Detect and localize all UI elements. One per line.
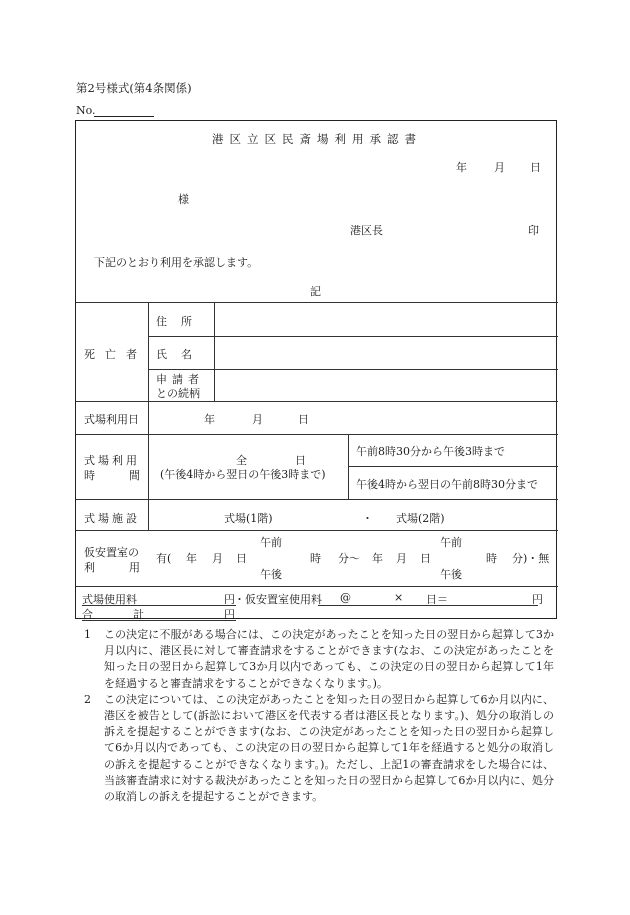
total-field[interactable] <box>82 606 236 621</box>
temp-room-am-start[interactable]: 午前 <box>260 536 282 549</box>
temp-room-pm-start[interactable]: 午後 <box>260 568 282 581</box>
use-date-day: 日 <box>298 413 309 426</box>
venue-fee-label: 式場使用料 <box>82 593 137 606</box>
note-2-text: この決定については、この決定があったことを知った日の翌日から起算して6か月以内に、港区を被告として(訴訟において港区を代表する者は港区長となります。)、処分の取消しの訴えを提起することができます(なお、この決定があったことを知った日の翌日から起算して6か月以内であっても、この決定の日の翌日から起算して1年を経過すると処分の取消しの訴えを提起することができなくなります。)。ただし、上記1の審査請求をした場合には、当該審査請求に対する裁決があったことを知った日の翌日から起算して6か月以内に、処分の取消しの訴えを提起することができます。 <box>104 692 554 804</box>
document-title: 港区立区民斎場利用承認書 <box>212 132 422 146</box>
issuer-seal: 印 <box>528 224 539 237</box>
relation-label-line1: 申請者 <box>156 373 204 386</box>
use-date-month: 月 <box>252 413 263 426</box>
temp-room-end-hour: 時 <box>486 552 497 565</box>
temp-room-fee-yen: 円 <box>532 593 543 606</box>
temp-room-end-day: 日 <box>420 552 431 565</box>
approval-statement: 下記のとおり利用を承認します。 <box>94 256 259 269</box>
temp-room-no[interactable]: 分)・無 <box>512 552 550 565</box>
total-label: 合計 <box>82 608 184 621</box>
note-1 <box>84 627 554 692</box>
temp-room-start-month: 月 <box>212 552 223 565</box>
serial-number-label: No. <box>76 104 96 117</box>
address-label: 住所 <box>156 315 206 328</box>
temp-room-label-line2: 利用 <box>84 561 140 574</box>
venue-fee-yen: 円 <box>224 593 235 606</box>
relation-field[interactable] <box>216 371 556 399</box>
note-2 <box>84 692 554 805</box>
hall-2-text: 式場(2階) <box>396 512 445 525</box>
note-2-number: 2 <box>84 692 91 706</box>
deceased-label: 死亡者 <box>84 348 147 361</box>
hall-2-option[interactable] <box>396 510 445 526</box>
facility-separator: ・ <box>362 512 373 525</box>
relation-label-line2: との続柄 <box>156 387 200 400</box>
unit-price-at: @ <box>340 591 351 604</box>
name-field[interactable] <box>216 338 556 367</box>
temp-room-start-hour: 時 <box>310 552 321 565</box>
use-time-label-line1: 式場利用 <box>84 454 140 467</box>
note-1-number: 1 <box>84 628 91 641</box>
use-time-label-line2: 時間 <box>84 469 140 482</box>
name-label: 氏名 <box>156 348 206 361</box>
morning-session-option[interactable]: 午前8時30分から午後3時まで <box>356 445 505 458</box>
hall-1-option[interactable] <box>224 510 273 526</box>
hall-1-text: 式場(1階) <box>224 512 273 525</box>
use-date-year: 年 <box>204 413 215 426</box>
issue-day: 日 <box>530 161 541 174</box>
temp-room-end-month: 月 <box>396 552 407 565</box>
temp-room-pm-end[interactable]: 午後 <box>440 568 462 581</box>
temp-room-start-day: 日 <box>236 552 247 565</box>
total-yen: 円 <box>224 608 235 621</box>
issuer-name: 港区長 <box>350 224 383 237</box>
facility-label: 式場施設 <box>84 512 140 525</box>
serial-number-field[interactable] <box>94 116 154 117</box>
ki-heading: 記 <box>310 285 321 298</box>
note-1-text: この決定に不服がある場合には、この決定があったことを知った日の翌日から起算して3か月以内に、港区長に対して審査請求をすることができます(なお、この決定があったことを知った日の翌日から起算して3か月以内であっても、この決定の日の翌日から起算して1年を経過すると審査請求をすることができなくなります。)。 <box>104 628 554 690</box>
all-day-hours-note: (午後4時から翌日の午後3時まで) <box>160 468 326 481</box>
temp-room-fee-label: ・仮安置室使用料 <box>234 593 322 606</box>
temp-room-label-line1: 仮安置室の <box>84 546 139 559</box>
issue-year: 年 <box>456 161 467 174</box>
temp-room-end-year: 年 <box>372 552 383 565</box>
appeal-notes <box>84 627 554 805</box>
venue-fee-field[interactable] <box>82 591 236 606</box>
temp-room-range: 分〜 <box>338 552 360 565</box>
temp-room-start-year: 年 <box>186 552 197 565</box>
temp-room-yes[interactable]: 有( <box>156 552 172 565</box>
all-day-option[interactable]: 全日 <box>236 454 354 467</box>
form-number: 第2号様式(第4条関係) <box>76 81 192 95</box>
multiply-sign: × <box>394 591 404 604</box>
issue-month: 月 <box>494 161 505 174</box>
temp-room-am-end[interactable]: 午前 <box>440 536 462 549</box>
overnight-session-option[interactable]: 午後4時から翌日の午前8時30分まで <box>356 478 538 491</box>
approval-form-frame <box>75 120 557 619</box>
recipient-honorific: 様 <box>178 193 189 206</box>
address-field[interactable] <box>216 304 556 334</box>
days-equals: 日＝ <box>426 593 448 606</box>
use-date-label: 式場利用日 <box>84 413 139 426</box>
